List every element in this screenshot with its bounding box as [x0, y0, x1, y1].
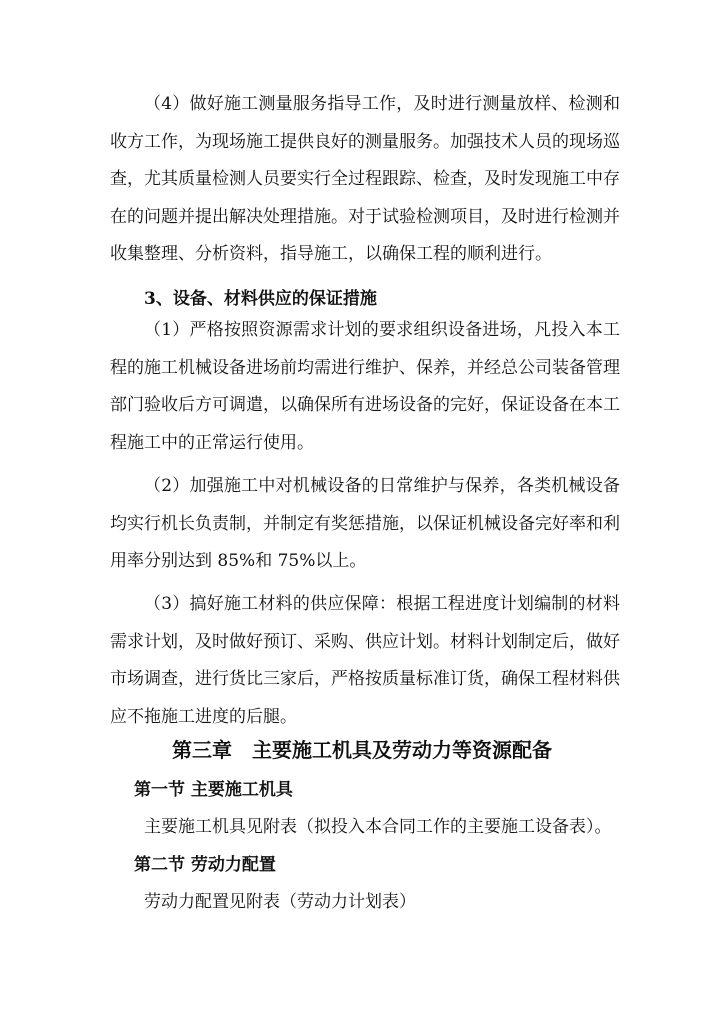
chapter-title: 第三章 主要施工机具及劳动力等资源配备 — [172, 738, 552, 762]
paragraph-equipment-maintenance: （2）加强施工中对机械设备的日常维护与保养，各类机械设备均实行机长负责制，并制定有奖惩措施，以保证机械设备完好率和利用率分别达到 85%和 75%以上。 — [110, 476, 620, 571]
machinery-reference-text: 主要施工机具见附表（拟投入本合同工作的主要施工设备表）。 — [144, 817, 612, 837]
paragraph-survey-service: （4）做好施工测量服务指导工作，及时进行测量放样、检测和收方工作，为现场施工提供良好的测量服务。加强技术人员的现场巡查，尤其质量检测人员要实行全过程跟踪、检查，及时发现施工中存在的问题并提出解决处理措施。对于试验检测项目，及时进行检测并收集整理、分析资料，指导施工，以确保工程的顺利进行。 — [110, 94, 620, 264]
paragraph-equipment-entry: （1）严格按照资源需求计划的要求组织设备进场，凡投入本工程的施工机械设备进场前均需进行维护、保养，并经总公司装备管理部门验收后方可调遣，以确保所有进场设备的完好，保证设备在本工程施工中的正常运行使用。 — [110, 320, 620, 453]
section-heading-machinery: 第一节 主要施工机具 — [134, 780, 293, 800]
paragraph-material-supply: （3）搞好施工材料的供应保障：根据工程进度计划编制的材料需求计划，及时做好预订、采购、供应计划。材料计划制定后，做好市场调查，进行货比三家后，严格按质量标准订货，确保工程材料供应不拖施工进度的后腿。 — [110, 594, 620, 727]
section-heading-equipment-supply: 3、设备、材料供应的保证措施 — [144, 289, 377, 309]
section-heading-labor: 第二节 劳动力配置 — [134, 855, 276, 875]
labor-reference-text: 劳动力配置见附表（劳动力计划表） — [144, 892, 416, 912]
